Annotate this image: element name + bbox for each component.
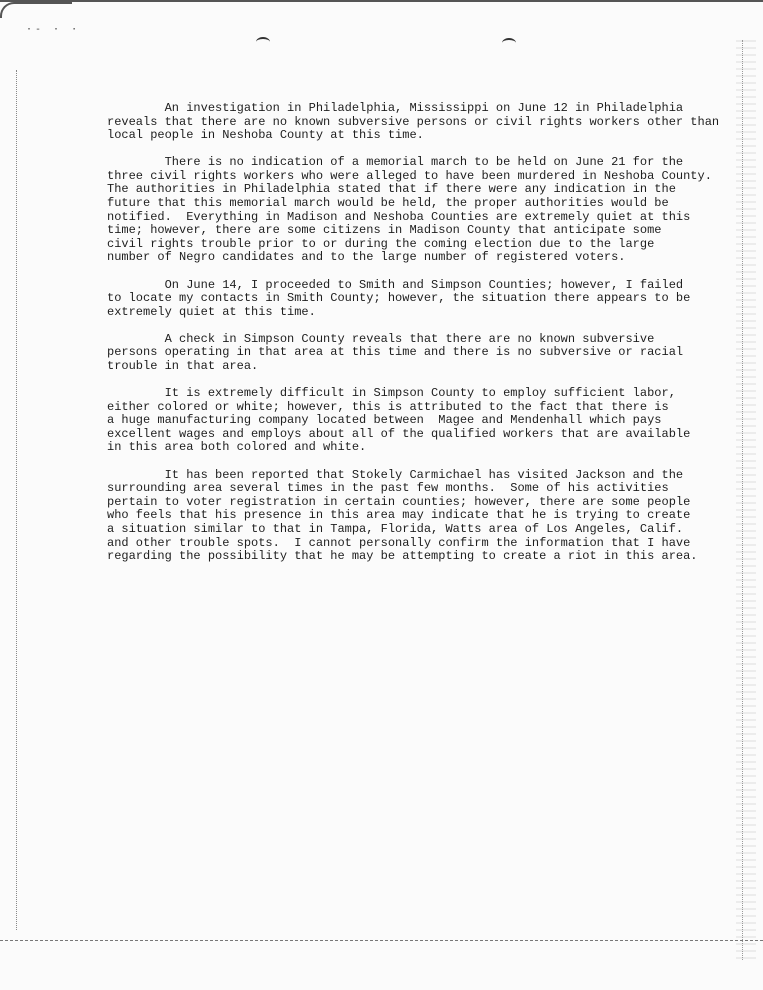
text-line: a situation similar to that in Tampa, Florida, Watts area of Los Angeles, Calif.: [107, 521, 684, 536]
text-line: There is no indication of a memorial march to be held on June 21 for the: [107, 155, 684, 170]
punch-mark-left: [256, 37, 270, 47]
text-line: It has been reported that Stokely Carmichael has visited Jackson and the: [107, 467, 684, 482]
text-line: On June 14, I proceeded to Smith and Simpson Counties; however, I failed: [107, 277, 684, 292]
text-line: three civil rights workers who were alleged to have been murdered in Neshoba County.: [107, 168, 712, 183]
text-line: surrounding area several times in the past few months. Some of his activities: [107, 481, 669, 496]
document-body: [107, 101, 720, 577]
text-line: notified. Everything in Madison and Neshoba Counties are extremely quiet at this: [107, 209, 691, 224]
text-line: An investigation in Philadelphia, Mississippi on June 12 in Philadelphia: [107, 101, 684, 115]
scan-edge-right-strip: [736, 40, 756, 960]
text-line: persons operating in that area at this time and there is no subversive or racial: [107, 345, 684, 360]
text-line: It is extremely difficult in Simpson County to employ sufficient labor,: [107, 386, 676, 401]
text-line: civil rights trouble prior to or during the coming election due to the large: [107, 236, 655, 251]
text-line: extremely quiet at this time.: [107, 304, 316, 319]
text-line: pertain to voter registration in certain counties; however, there are some people: [107, 494, 691, 509]
text-line: excellent wages and employs about all of the qualified workers that are available: [107, 426, 691, 441]
text-line: number of Negro candidates and to the large number of registered voters.: [107, 250, 626, 265]
paragraph: [107, 469, 707, 564]
text-line: future that this memorial march would be held, the proper authorities would be: [107, 196, 669, 211]
text-line: regarding the possibility that he may be attempting to create a riot in this area.: [107, 549, 698, 564]
punch-mark-right: [502, 38, 516, 48]
scan-specks: ·- · ·: [26, 24, 81, 35]
text-line: local people in Neshoba County at this time.: [107, 128, 424, 143]
paragraph: [107, 387, 707, 455]
scan-edge-top: [0, 0, 763, 2]
text-line: trouble in that area.: [107, 359, 259, 373]
scan-edge-corner: [0, 2, 72, 18]
paragraph: [107, 333, 707, 374]
paragraph: [107, 155, 712, 265]
text-line: reveals that there are no known subversive persons or civil rights workers other than: [107, 114, 720, 129]
text-line: The authorities in Philadelphia stated that if there were any indication in the: [107, 182, 676, 197]
text-line: either colored or white; however, this is attributed to the fact that there is: [107, 399, 669, 414]
paragraph: [107, 279, 707, 320]
text-line: who feels that his presence in this area may indicate that he is trying to create: [107, 508, 691, 523]
paragraph: [107, 101, 720, 143]
text-line: and other trouble spots. I cannot personally confirm the information that I have: [107, 535, 691, 550]
scan-edge-left: [16, 70, 17, 930]
scan-edge-right: [742, 40, 743, 960]
text-line: time; however, there are some citizens in Madison County that anticipate some: [107, 223, 662, 238]
text-line: A check in Simpson County reveals that there are no known subversive: [107, 331, 655, 346]
text-line: in this area both colored and white.: [107, 440, 367, 455]
text-line: to locate my contacts in Smith County; however, the situation there appears to be: [107, 291, 691, 306]
scan-edge-bottom: [0, 940, 763, 941]
text-line: a huge manufacturing company located between Magee and Mendenhall which pays: [107, 413, 662, 428]
